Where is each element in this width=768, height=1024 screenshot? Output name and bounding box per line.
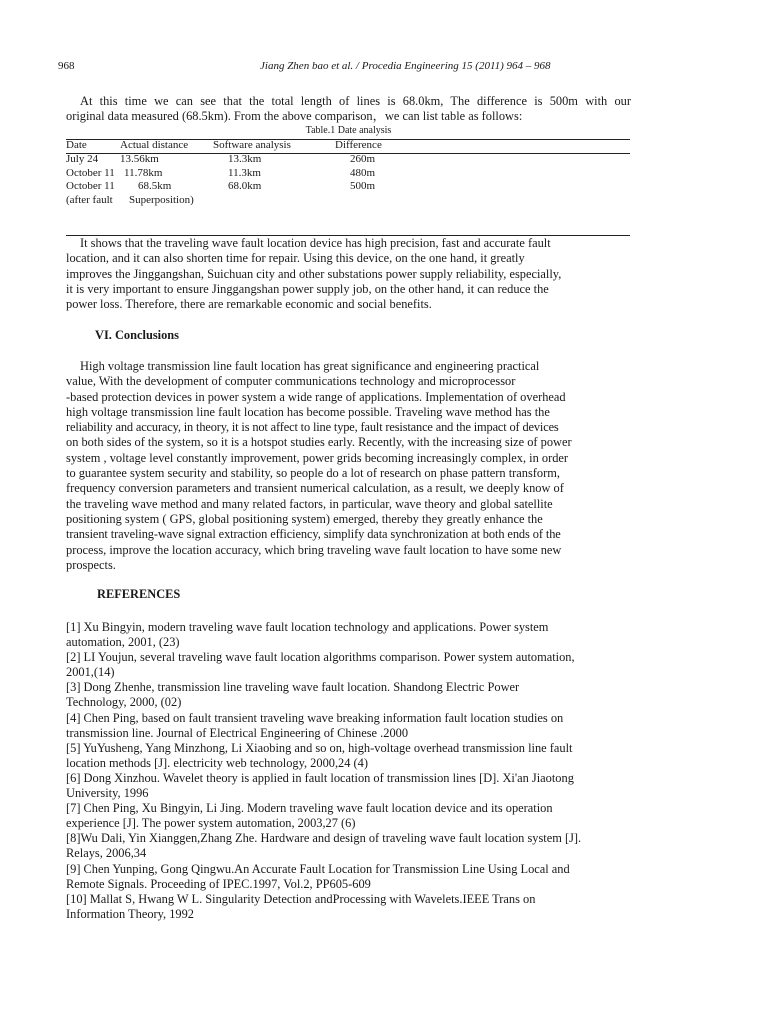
paragraph-line: prospects. [66,557,116,572]
table-cell: (after fault [66,193,113,206]
paragraph-line: -based protection devices in power system a wide range of applications. Implementation of overhead [66,389,566,404]
reference-line: experience [J]. The power system automation, 2003,27 (6) [66,816,356,831]
paragraph-line: high voltage transmission line fault location has become possible. Traveling wave method has the [66,404,550,419]
table-cell: October 11 [66,166,115,179]
reference-line: [4] Chen Ping, based on fault transient traveling wave breaking information fault location studies on [66,710,564,725]
intro-paragraph [66,94,631,125]
paragraph-line: positioning system ( GPS, global positioning system) emerged, thereby they greatly enhance the [66,511,543,526]
reference-line: [3] Dong Zhenhe, transmission line traveling wave fault location. Shandong Electric Power [66,680,520,695]
table-row [66,167,630,181]
table-cell: 500m [350,180,376,192]
paragraph-line: transient traveling-wave signal extraction efficiency, simplify data synchronization at both ends of the [66,527,561,542]
intro-line: original data measured (68.5km). From the above comparison，we can list table as follows: [66,109,523,124]
paragraph-line: value, With the development of computer communications technology and microprocessor [66,374,516,389]
reference-line: [8]Wu Dali, Yin Xianggen,Zhang Zhe. Hardware and design of traveling wave fault location system [J]. [66,831,582,846]
reference-line: [5] YuYusheng, Yang Minzhong, Li Xiaobing and so on, high-voltage overhead transmission line fault [66,740,573,755]
page-number: 968 [58,60,75,72]
reference-line: [1] Xu Bingyin, modern traveling wave fault location technology and applications. Power system [66,620,549,634]
reference-line: transmission line. Journal of Electrical Engineering of Chinese .2000 [66,725,409,740]
table-body [66,153,630,207]
table-caption: Table.1 Date analysis [305,125,392,136]
reference-line: location methods [J]. electricity web technology, 2000,24 (4) [66,755,368,770]
table-header-cell: Actual distance [120,139,189,151]
table-cell: July 24 [66,153,99,165]
reference-line: [6] Dong Xinzhou. Wavelet theory is applied in fault location of transmission lines [D]. Xi'an Jiaotong [66,770,574,785]
references-list [66,620,631,922]
paragraph-line: system , voltage level constantly improvement, power grids becoming increasingly complex, in order [66,450,569,465]
paragraph-line: improves the Jinggangshan, Suichuan city and other substations power supply reliability, especially, [66,266,562,281]
table-header-cell: Software analysis [213,139,291,151]
intro-line: At this time we can see that the total length of lines is 68.0km, The difference is 500m with our [80,94,631,108]
table-row [66,180,630,194]
paragraph-line: location, and it can also shorten time for repair. Using this device, on the one hand, it greatly [66,251,525,266]
paragraph-line: process, improve the location accuracy, which bring traveling wave fault location to have some new [66,542,562,557]
table-row [66,194,630,208]
table-cell: 68.0km [228,180,262,192]
reference-line: University, 1996 [66,786,149,801]
paragraph-line: frequency conversion parameters and transient numerical calculation, as a result, we deeply know of [66,481,564,496]
table-cell: 13.3km [228,153,262,165]
date-analysis-table [66,139,630,153]
table-row [66,153,630,167]
reference-line: [9] Chen Yunping, Gong Qingwu.An Accurate Fault Location for Transmission Line Using Local and [66,861,570,876]
table-cell: 11.78km [124,166,163,179]
paragraph-line: reliability and accuracy, in theory, it is not affect to line type, fault resistance and the impact of devices [66,420,559,435]
table-cell: 11.3km [228,166,261,179]
reference-line: Technology, 2000, (02) [66,695,182,710]
table-cell: 13.56km [120,153,159,165]
paragraph-line: High voltage transmission line fault location has great significance and engineering practical [80,359,540,373]
reference-line: Relays, 2006,34 [66,846,147,861]
reference-line: Information Theory, 1992 [66,906,195,921]
table-header-cell: Difference [335,139,382,151]
paragraph-line: the traveling wave method and many related factors, in particular, wave theory and global satellite [66,496,553,511]
reference-line: [10] Mallat S, Hwang W L. Singularity Detection andProcessing with Wavelets.IEEE Trans on [66,891,536,906]
section-heading-conclusions: VI. Conclusions [95,328,180,342]
table-cell: 68.5km [138,180,172,192]
table-cell: 260m [350,153,376,165]
table-cell: Superposition) [129,193,194,206]
conclusions-paragraph [66,359,631,573]
reference-line: automation, 2001, (23) [66,635,180,650]
reference-line: 2001,(14) [66,665,115,680]
section-heading-references: REFERENCES [97,587,181,601]
paragraph-line: on both sides of the system, so it is a hotspot studies early. Recently, with the increasing size of power [66,435,572,450]
table-cell: October 11 [66,180,115,192]
paragraph-line: It shows that the traveling wave fault location device has high precision, fast and accurate fault [80,236,551,250]
reference-line: [2] LI Youjun, several traveling wave fault location algorithms comparison. Power system automation, [66,650,575,665]
reference-line: [7] Chen Ping, Xu Bingyin, Li Jing. Modern traveling wave fault location device and its operation [66,801,553,816]
table-header-cell: Date [66,139,87,151]
paragraph-line: it is very important to ensure Jinggangshan power supply job, on the other hand, it can reduce the [66,281,549,296]
table-cell: 480m [350,166,376,179]
paragraph-line: power loss. Therefore, there are remarkable economic and social benefits. [66,297,432,312]
table-header-row [66,139,630,153]
reference-line: Remote Signals. Proceeding of IPEC.1997, Vol.2, PP605-609 [66,876,371,891]
paragraph-line: to guarantee system security and stability, so people do a lot of research on phase pattern transform, [66,466,560,481]
running-header: Jiang Zhen bao et al. / Procedia Engineering 15 (2011) 964 – 968 [260,60,551,72]
discussion-paragraph [66,236,631,312]
